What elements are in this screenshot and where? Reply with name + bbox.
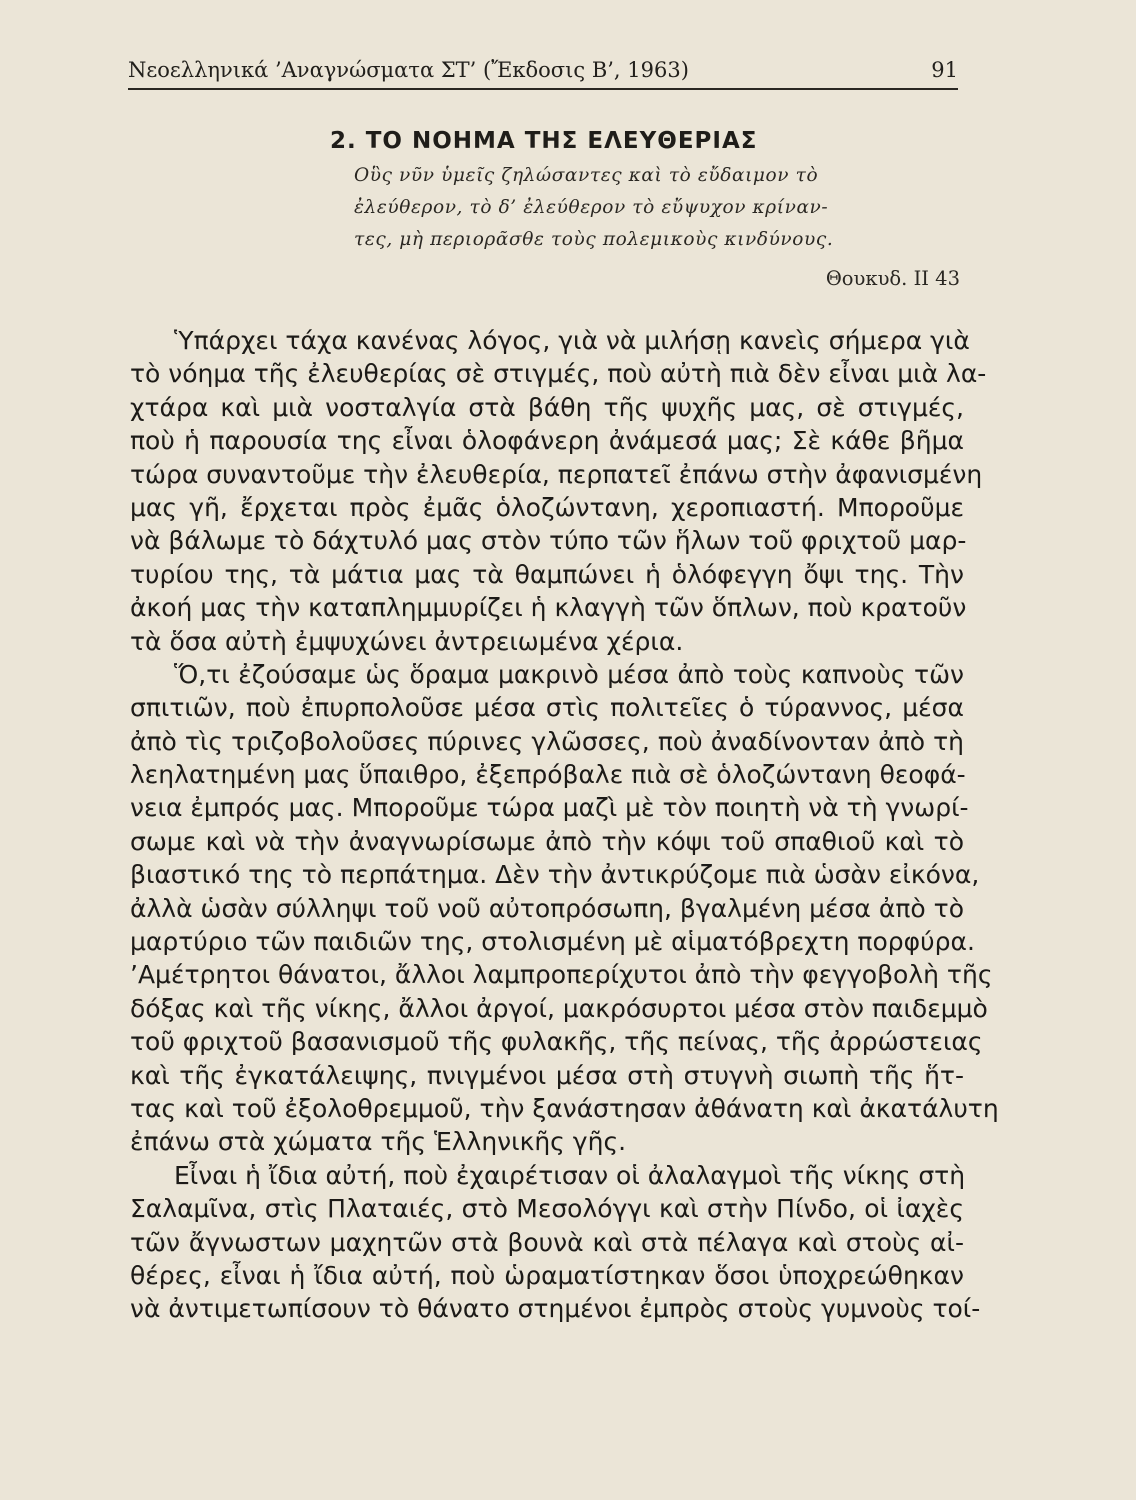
body-text (130, 324, 999, 1326)
text-line: ἀλλὰ ὡσὰν σύλληψι τοῦ νοῦ αὐτοπρόσωπη, βγαλμένη μέσα ἀπὸ τὸ (130, 893, 964, 923)
header-rule (128, 88, 958, 90)
running-header (128, 50, 962, 88)
chapter-title: 2. ΤΟ ΝΟΗΜΑ ΤΗΣ ΕΛΕΥΘΕΡΙΑΣ (330, 128, 758, 154)
text-line: τοῦ φριχτοῦ βασανισμοῦ τῆς φυλακῆς, τῆς πείνας, τῆς ἀρρώστειας (130, 1027, 983, 1057)
text-line: ’Αμέτρητοι θάνατοι, ἄλλοι λαμπροπερίχυτοι ἀπὸ τὴν φεγγοβολὴ τῆς (130, 960, 993, 990)
text-line: τυρίου της, τὰ μάτια μας τὰ θαμπώνει ἡ ὁλόφεγγη ὄψι της. Τὴν (130, 559, 964, 589)
text-line: νεια ἐμπρός μας. Μποροῦμε τώρα μαζὶ μὲ τὸν ποιητὴ νὰ τὴ γνωρί- (130, 793, 969, 823)
running-title: Νεοελληνικά ’Αναγνώσματα ΣΤ’ (Ἔκδοσις Β’, 1963) (128, 58, 689, 82)
epigraph-source: Θουκυδ. II 43 (825, 267, 960, 290)
text-line: τὰ ὅσα αὐτὴ ἐμψυχώνει ἀντρειωμένα χέρια. (130, 626, 684, 656)
text-line: Εἶναι ἡ ἴδια αὐτή, ποὺ ἐχαιρέτισαν οἱ ἀλαλαγμοὶ τῆς νίκης στὴ (174, 1160, 966, 1190)
text-line: ποὺ ἡ παρουσία της εἶναι ὁλοφάνερη ἀνάμεσά μας; Σὲ κάθε βῆμα (130, 426, 964, 456)
text-line: θέρες, εἶναι ἡ ἴδια αὐτή, ποὺ ὡραματίστηκαν ὅσοι ὑποχρεώθηκαν (130, 1260, 964, 1290)
text-line: λεηλατημένη μας ὕπαιθρο, ἐξεπρόβαλε πιὰ σὲ ὁλοζώντανη θεοφά- (130, 760, 966, 790)
text-line: βιαστικό της τὸ περπάτημα. Δὲν τὴν ἀντικρύζομε πιὰ ὡσὰν εἰκόνα, (130, 860, 980, 890)
text-line: νὰ βάλωμε τὸ δάχτυλό μας στὸν τύπο τῶν ἥλων τοῦ φριχτοῦ μαρ- (130, 526, 967, 556)
text-line: σωμε καὶ νὰ τὴν ἀναγνωρίσωμε ἀπὸ τὴν κόψι τοῦ σπαθιοῦ καὶ τὸ (130, 826, 964, 856)
epigraph (354, 160, 958, 256)
text-line: δόξας καὶ τῆς νίκης, ἄλλοι ἀργοί, μακρόσυρτοι μέσα στὸν παιδεμμὸ (130, 993, 988, 1023)
text-line: σπιτιῶν, ποὺ ἐπυρπολοῦσε μέσα στὶς πολιτεῖες ὁ τύραννος, μέσα (130, 693, 964, 723)
text-line: ἀκοή μας τὴν καταπλημμυρίζει ἡ κλαγγὴ τῶν ὅπλων, ποὺ κρατοῦν (130, 593, 967, 623)
epigraph-line: τες, μὴ περιορᾶσθε τοὺς πολεμικοὺς κινδύνους. (354, 229, 834, 250)
text-line: τὸ νόημα τῆς ἐλευθερίας σὲ στιγμές, ποὺ αὐτὴ πιὰ δὲν εἶναι μιὰ λα- (130, 359, 987, 389)
page-number: 91 (931, 58, 958, 82)
text-line: τώρα συναντοῦμε τὴν ἐλευθερία, περπατεῖ ἐπάνω στὴν ἀφανισμένη (130, 459, 983, 489)
epigraph-line: ἐλεύθερον, τὸ δ’ ἐλεύθερον τὸ εὔψυχον κρίναν- (354, 197, 829, 218)
text-line: Ὅ,τι ἐζούσαμε ὡς ὅραμα μακρινὸ μέσα ἀπὸ τοὺς καπνοὺς τῶν (174, 659, 964, 689)
text-line: τας καὶ τοῦ ἐξολοθρεμμοῦ, τὴν ξανάστησαν ἀθάνατη καὶ ἀκατάλυτη (130, 1093, 999, 1123)
text-line: ἀπὸ τὶς τριζοβολοῦσες πύρινες γλῶσσες, ποὺ ἀναδίνονταν ἀπὸ τὴ (130, 726, 964, 756)
text-line: Ὑπάρχει τάχα κανένας λόγος, γιὰ νὰ μιλήσῃ κανεὶς σήμερα γιὰ (174, 326, 970, 355)
text-line: ἐπάνω στὰ χώματα τῆς Ἑλληνικῆς γῆς. (130, 1127, 627, 1157)
epigraph-line: Οὓς νῦν ὑμεῖς ζηλώσαντες καὶ τὸ εὔδαιμον τὸ (354, 165, 819, 186)
text-line: μαρτύριο τῶν παιδιῶν της, στολισμένη μὲ αἱματόβρεχτη πορφύρα. (130, 927, 975, 957)
text-line: καὶ τῆς ἐγκατάλειψης, πνιγμένοι μέσα στὴ στυγνὴ σιωπὴ τῆς ἥτ- (130, 1060, 964, 1090)
text-line: Σαλαμῖνα, στὶς Πλαταιές, στὸ Μεσολόγγι καὶ στὴν Πίνδο, οἱ ἰαχὲς (130, 1194, 964, 1224)
text-line: χτάρα καὶ μιὰ νοσταλγία στὰ βάθη τῆς ψυχῆς μας, σὲ στιγμές, (130, 392, 964, 422)
text-line: νὰ ἀντιμετωπίσουν τὸ θάνατο στημένοι ἐμπρὸς στοὺς γυμνοὺς τοί- (130, 1294, 981, 1324)
text-line: τῶν ἄγνωστων μαχητῶν στὰ βουνὰ καὶ στὰ πέλαγα καὶ στοὺς αἰ- (130, 1227, 964, 1257)
text-line: μας γῆ, ἔρχεται πρὸς ἐμᾶς ὁλοζώντανη, χεροπιαστή. Μποροῦμε (130, 492, 964, 522)
